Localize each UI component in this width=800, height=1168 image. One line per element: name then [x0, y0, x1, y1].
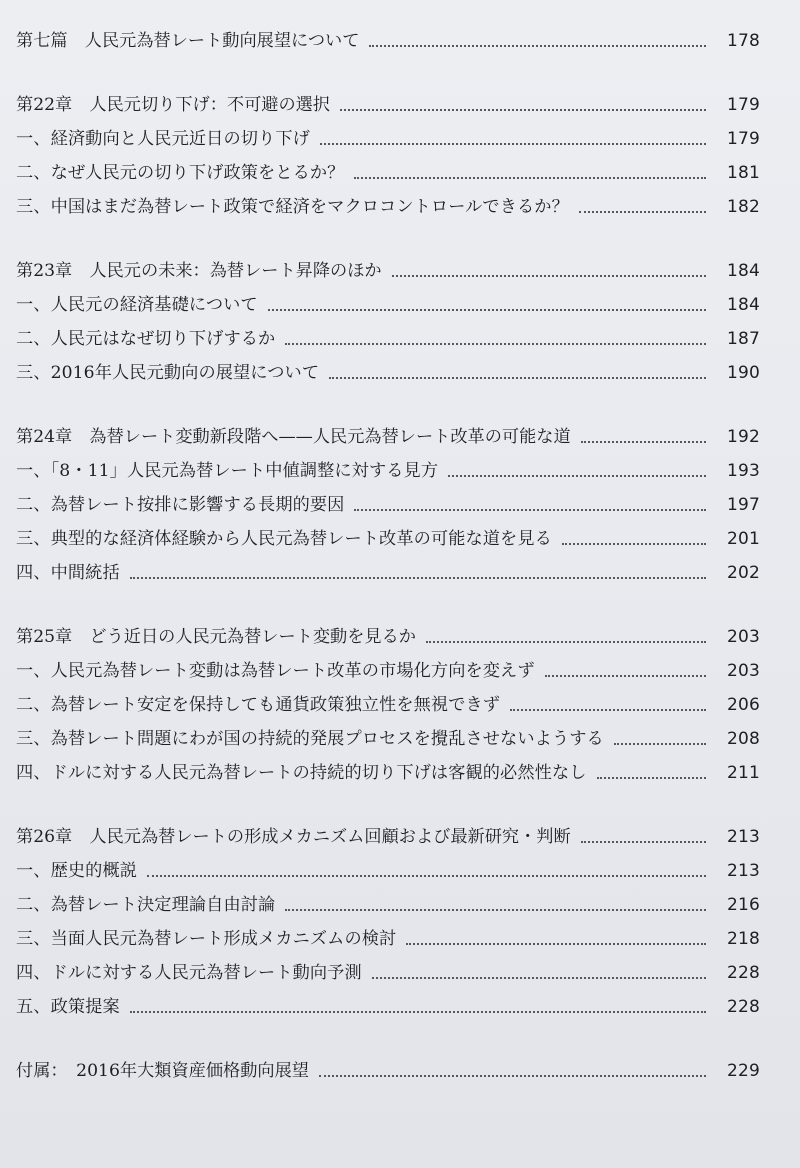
toc-entry-title: 第24章 為替レート変動新段階へ——人民元為替レート改革の可能な道 — [16, 427, 571, 447]
toc-entry-title: 三、為替レート問題にわが国の持続的発展プロセスを攪乱させないようする — [16, 729, 604, 749]
dot-leader — [285, 909, 706, 911]
toc-section-chapter-24 — [16, 420, 760, 590]
toc-page-number: 179 — [726, 129, 760, 149]
dot-leader — [406, 943, 706, 945]
toc-page-number: 203 — [726, 661, 760, 681]
toc-page-number: 192 — [726, 427, 760, 447]
dot-leader — [340, 109, 706, 111]
toc-entry-title: 五、政策提案 — [16, 997, 120, 1017]
toc-entry[interactable] — [16, 990, 760, 1024]
toc-entry[interactable] — [16, 24, 760, 58]
toc-page-number: 193 — [726, 461, 760, 481]
toc-entry[interactable] — [16, 820, 760, 854]
dot-leader — [448, 475, 706, 477]
toc-entry[interactable] — [16, 620, 760, 654]
toc-entry[interactable] — [16, 420, 760, 454]
dot-leader — [372, 977, 706, 979]
dot-leader — [354, 509, 706, 511]
toc-page-number: 190 — [726, 363, 760, 383]
toc-entry[interactable] — [16, 322, 760, 356]
dot-leader — [392, 275, 706, 277]
toc-section-chapter-26 — [16, 820, 760, 1024]
toc-section-chapter-22 — [16, 88, 760, 224]
toc-entry[interactable] — [16, 288, 760, 322]
toc-section-chapter-23 — [16, 254, 760, 390]
toc-section-part-seven — [16, 24, 760, 58]
toc-entry[interactable] — [16, 956, 760, 990]
toc-page-number: 208 — [726, 729, 760, 749]
toc-page-number: 229 — [726, 1061, 760, 1081]
dot-leader — [130, 577, 706, 579]
toc-section-appendix — [16, 1054, 760, 1088]
toc-entry[interactable] — [16, 488, 760, 522]
dot-leader — [268, 309, 706, 311]
dot-leader — [354, 177, 706, 179]
toc-entry[interactable] — [16, 654, 760, 688]
toc-entry-title: 三、当面人民元為替レート形成メカニズムの検討 — [16, 929, 397, 949]
toc-entry-title: 付属： 2016年大類資産価格動向展望 — [16, 1061, 309, 1081]
toc-entry-title: 四、ドルに対する人民元為替レートの持続的切り下げは客観的必然性なし — [16, 763, 587, 783]
toc-entry[interactable] — [16, 722, 760, 756]
toc-entry[interactable] — [16, 922, 760, 956]
toc-page-number: 178 — [726, 31, 760, 51]
dot-leader — [579, 211, 706, 213]
toc-entry-title: 第七篇 人民元為替レート動向展望について — [16, 31, 360, 51]
toc-page-number: 179 — [726, 95, 760, 115]
toc-entry-title: 三、典型的な経済体経験から人民元為替レート改革の可能な道を見る — [16, 529, 552, 549]
dot-leader — [581, 441, 706, 443]
toc-entry-title: 二、為替レート按排に影響する長期的要因 — [16, 495, 345, 515]
toc-entry[interactable] — [16, 688, 760, 722]
toc-entry[interactable] — [16, 190, 760, 224]
toc-entry-title: 三、2016年人民元動向の展望について — [16, 363, 320, 383]
toc-page-number: 202 — [726, 563, 760, 583]
toc-entry-title: 一、経済動向と人民元近日の切り下げ — [16, 129, 310, 149]
toc-page-number: 216 — [726, 895, 760, 915]
dot-leader — [581, 841, 706, 843]
toc-entry-title: 一、歴史的概説 — [16, 861, 138, 881]
toc-entry-title: 第23章 人民元の未来：為替レート昇降のほか — [16, 261, 382, 281]
table-of-contents — [16, 24, 760, 1088]
toc-page-number: 197 — [726, 495, 760, 515]
dot-leader — [285, 343, 706, 345]
toc-page-number: 201 — [726, 529, 760, 549]
toc-entry-title: 四、中間統括 — [16, 563, 120, 583]
dot-leader — [562, 543, 706, 545]
toc-entry-title: 三、中国はまだ為替レート政策で経済をマクロコントロールできるか？ — [16, 197, 569, 217]
toc-page-number: 218 — [726, 929, 760, 949]
toc-entry-title: 四、ドルに対する人民元為替レート動向予測 — [16, 963, 362, 983]
toc-entry-title: 第26章 人民元為替レートの形成メカニズム回顧および最新研究・判断 — [16, 827, 571, 847]
toc-entry[interactable] — [16, 88, 760, 122]
dot-leader — [369, 45, 706, 47]
toc-page-number: 228 — [726, 997, 760, 1017]
toc-entry-title: 一、人民元為替レート変動は為替レート改革の市場化方向を変えず — [16, 661, 535, 681]
dot-leader — [545, 675, 706, 677]
dot-leader — [147, 875, 706, 877]
toc-entry[interactable] — [16, 1054, 760, 1088]
dot-leader — [320, 143, 706, 145]
dot-leader — [319, 1075, 706, 1077]
toc-entry[interactable] — [16, 454, 760, 488]
toc-entry[interactable] — [16, 356, 760, 390]
toc-section-chapter-25 — [16, 620, 760, 790]
toc-page-number: 206 — [726, 695, 760, 715]
toc-entry[interactable] — [16, 756, 760, 790]
toc-entry-title: 二、為替レート安定を保持しても通貨政策独立性を無視できず — [16, 695, 501, 715]
dot-leader — [510, 709, 706, 711]
toc-entry-title: 二、人民元はなぜ切り下げするか — [16, 329, 276, 349]
toc-entry[interactable] — [16, 156, 760, 190]
dot-leader — [130, 1011, 706, 1013]
toc-entry[interactable] — [16, 556, 760, 590]
toc-entry[interactable] — [16, 888, 760, 922]
toc-page-number: 182 — [726, 197, 760, 217]
toc-page-number: 228 — [726, 963, 760, 983]
toc-entry[interactable] — [16, 254, 760, 288]
toc-entry[interactable] — [16, 122, 760, 156]
dot-leader — [614, 743, 706, 745]
toc-page-number: 184 — [726, 261, 760, 281]
toc-entry-title: 二、為替レート決定理論自由討論 — [16, 895, 276, 915]
dot-leader — [426, 641, 706, 643]
toc-page-number: 184 — [726, 295, 760, 315]
toc-page-number: 181 — [726, 163, 760, 183]
dot-leader — [597, 777, 707, 779]
toc-entry[interactable] — [16, 854, 760, 888]
toc-page-number: 187 — [726, 329, 760, 349]
toc-page-number: 213 — [726, 861, 760, 881]
toc-page-number: 213 — [726, 827, 760, 847]
toc-page-number: 211 — [726, 763, 760, 783]
toc-entry-title: 一、人民元の経済基礎について — [16, 295, 258, 315]
toc-entry-title: 一、「8・11」人民元為替レート中値調整に対する見方 — [16, 461, 439, 481]
toc-entry-title: 二、なぜ人民元の切り下げ政策をとるか？ — [16, 163, 345, 183]
toc-entry[interactable] — [16, 522, 760, 556]
toc-entry-title: 第25章 どう近日の人民元為替レート変動を見るか — [16, 627, 416, 647]
dot-leader — [329, 377, 706, 379]
toc-entry-title: 第22章 人民元切り下げ：不可避の選択 — [16, 95, 331, 115]
toc-page-number: 203 — [726, 627, 760, 647]
